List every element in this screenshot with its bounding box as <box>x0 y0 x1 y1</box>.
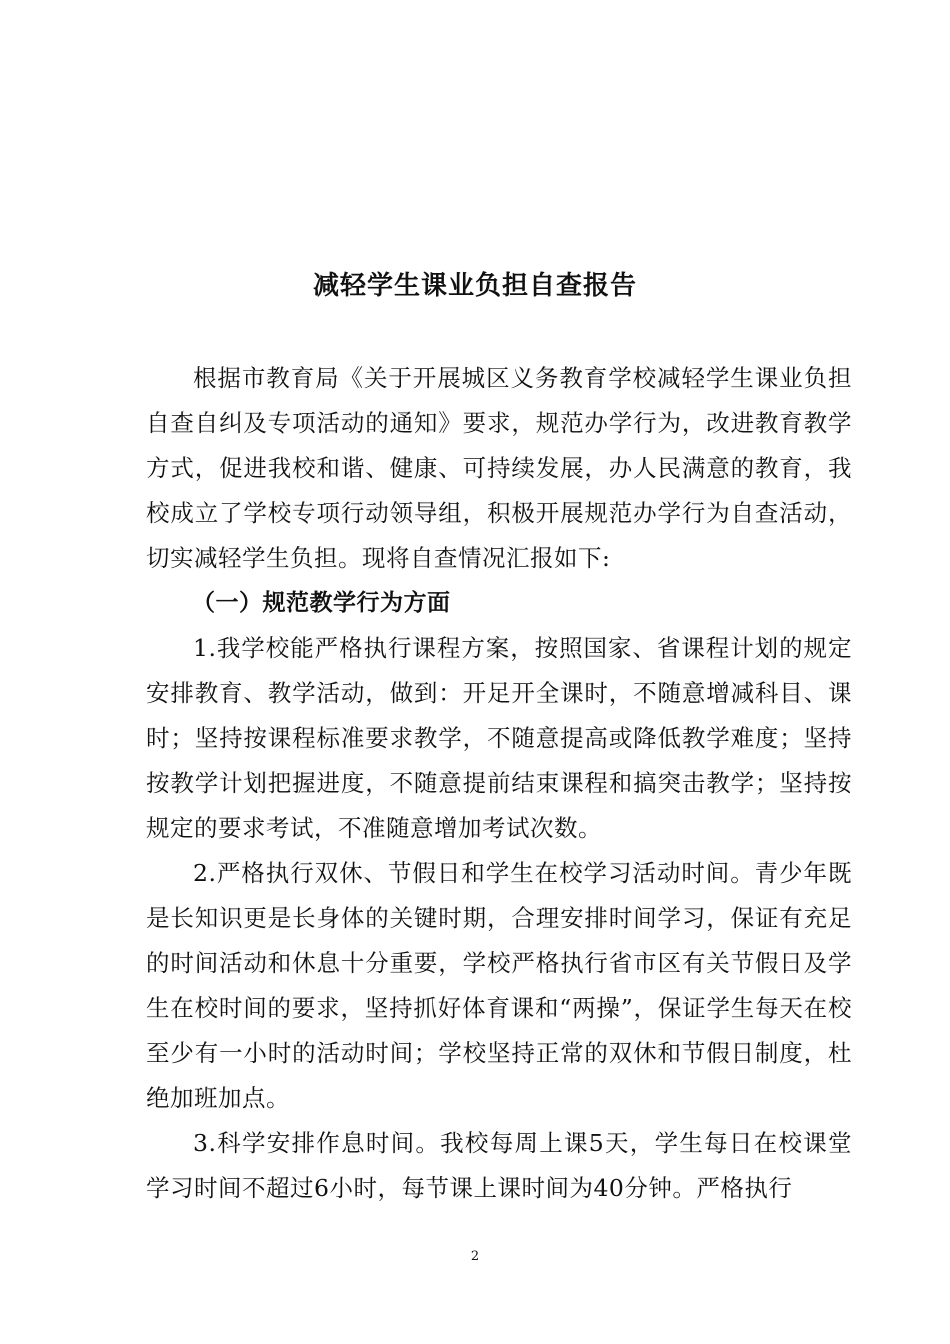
paragraph-item-2: 2.严格执行双休、节假日和学生在校学习活动时间。青少年既是长知识更是长身体的关键时期，合理安排时间学习，保证有充足的时间活动和休息十分重要，学校严格执行省市区有关节假日及学生在校时间的要求，坚持抓好体育课和“两操”，保证学生每天在校至少有一小时的活动时间；学校坚持正常的双休和节假日制度，杜绝加班加点。 <box>146 859 852 1112</box>
section-heading: （一）规范教学行为方面 <box>192 590 451 616</box>
paragraph-item-1: 1.我学校能严格执行课程方案，按照国家、省课程计划的规定安排教育、教学活动，做到：开足开全课时，不随意增减科目、课时；坚持按课程标准要求教学，不随意提高或降低教学难度；坚持按教学计划把握进度，不随意提前结束课程和搞突击教学；坚持按规定的要求考试，不准随意增加考试次数。 <box>146 634 852 842</box>
intro-paragraph: 根据市教育局《关于开展城区义务教育学校减轻学生课业负担自查自纠及专项活动的通知》要求，规范办学行为，改进教育教学方式，促进我校和谐、健康、可持续发展，办人民满意的教育，我校成立了学校专项行动领导组，积极开展规范办学行为自查活动，切实减轻学生负担。现将自查情况汇报如下: <box>146 364 852 572</box>
page-title: 减轻学生课业负担自查报告 <box>312 271 637 301</box>
document-body <box>146 356 852 1211</box>
page-number: 2 <box>470 1249 480 1264</box>
paragraph-item-3: 3.科学安排作息时间。我校每周上课5天，学生每日在校课堂学习时间不超过6小时，每节课上课时间为40分钟。严格执行 <box>146 1129 852 1202</box>
